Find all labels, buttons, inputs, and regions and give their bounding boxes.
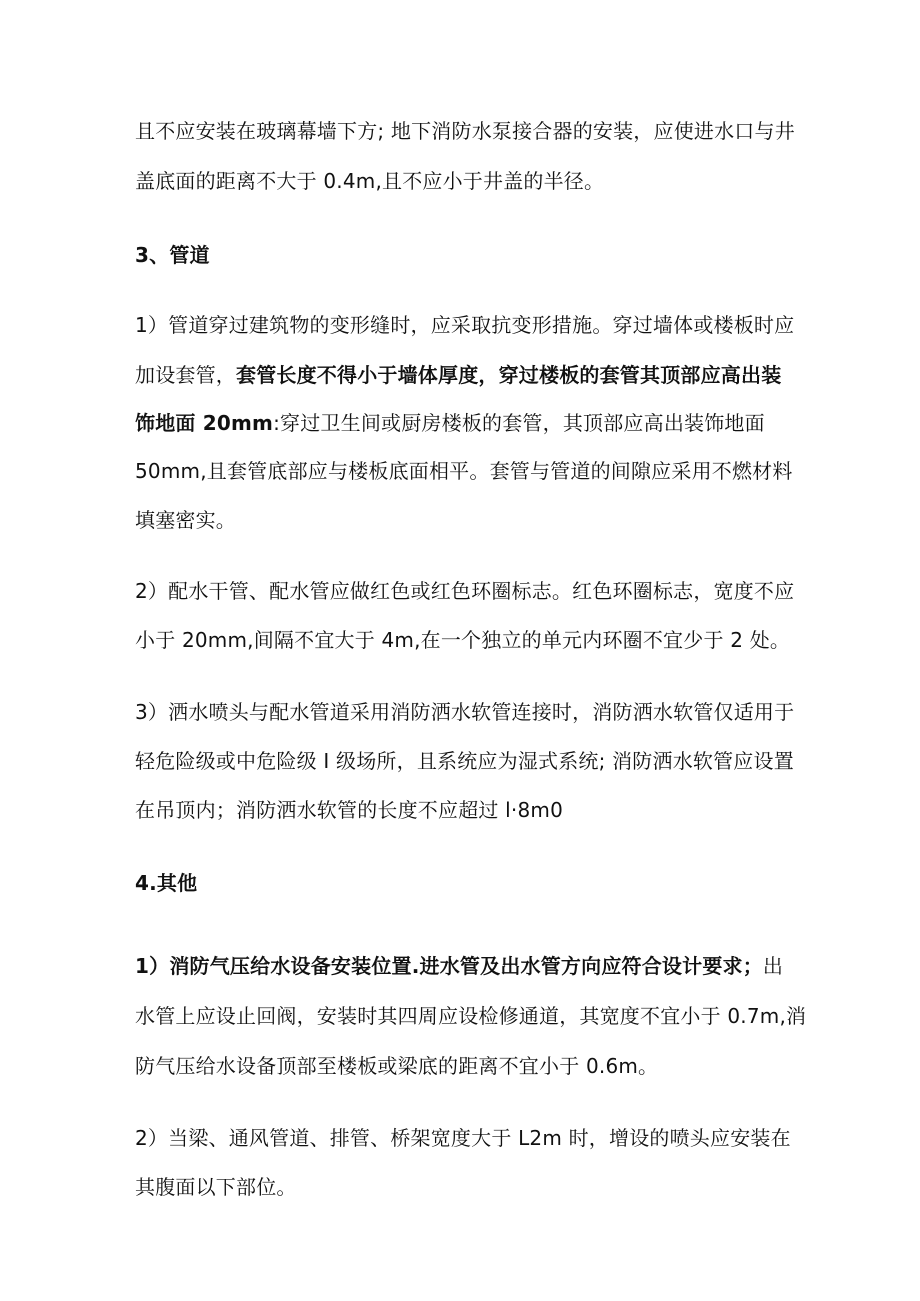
s3-p1-line-3-bold: 饰地面 20mm [135, 411, 274, 435]
s4-p1-line-3: 防气压给水设备顶部至楼板或梁底的距离不宜小于 0.6m。 [135, 1054, 659, 1078]
s4-p1-line-2: 水管上应设止回阀，安装时其四周应设检修通道，其宽度不宜小于 0.7m,消 [135, 1004, 807, 1028]
intro-line-2: 盖底面的距离不大于 0.4m,且不应小于井盖的半径。 [135, 169, 605, 193]
s4-p1-line-1-bold: 1）消防气压给水设备安装位置.进水管及出水管方向应符合设计要求； [135, 954, 763, 978]
s3-p1-line-2-bold: 套管长度不得小于墙体厚度，穿过楼板的套管其顶部应高出装 [236, 363, 782, 387]
section-3-heading: 3、管道 [135, 243, 210, 267]
s4-p1-line-1-normal: 出 [762, 954, 784, 978]
s3-p1-line-3-normal: :穿过卫生间或厨房楼板的套管，其顶部应高出装饰地面 [273, 411, 765, 435]
s3-p3-line-3: 在吊顶内；消防洒水软管的长度不应超过 l·8m0 [135, 798, 564, 822]
s3-p2-line-1: 2）配水干管、配水管应做红色或红色环圈标志。红色环圈标志，宽度不应 [135, 579, 795, 603]
s3-p2-line-2: 小于 20mm,间隔不宜大于 4m,在一个独立的单元内环圈不宜少于 2 处。 [135, 628, 791, 652]
s3-p1-line-1: 1）管道穿过建筑物的变形缝时，应采取抗变形措施。穿过墙体或楼板时应 [135, 313, 795, 337]
s3-p1-line-3 [135, 410, 765, 436]
s3-p1-line-2-normal: 加设套管， [135, 363, 236, 387]
s3-p1-line-4: 50mm,且套管底部应与楼板底面相平。套管与管道的间隙应采用不燃材料 [135, 459, 793, 483]
s3-p3-line-1: 3）洒水喷头与配水管道采用消防洒水软管连接时，消防洒水软管仅适用于 [135, 700, 795, 724]
s3-p3-line-2: 轻危险级或中危险级 I 级场所，且系统应为湿式系统; 消防洒水软管应设置 [135, 749, 794, 773]
s3-p1-line-5: 填塞密实。 [135, 508, 236, 532]
s4-p2-line-1: 2）当梁、通风管道、排管、桥架宽度大于 L2m 时，增设的喷头应安装在 [135, 1126, 791, 1150]
section-4-heading: 4.其他 [135, 871, 198, 895]
s3-p1-line-2 [135, 362, 781, 388]
s4-p2-line-2: 其腹面以下部位。 [135, 1175, 297, 1199]
intro-line-1: 且不应安装在玻璃幕墙下方; 地下消防水泵接合器的安装，应使进水口与井 [135, 119, 795, 143]
s4-p1-line-1 [135, 953, 783, 979]
